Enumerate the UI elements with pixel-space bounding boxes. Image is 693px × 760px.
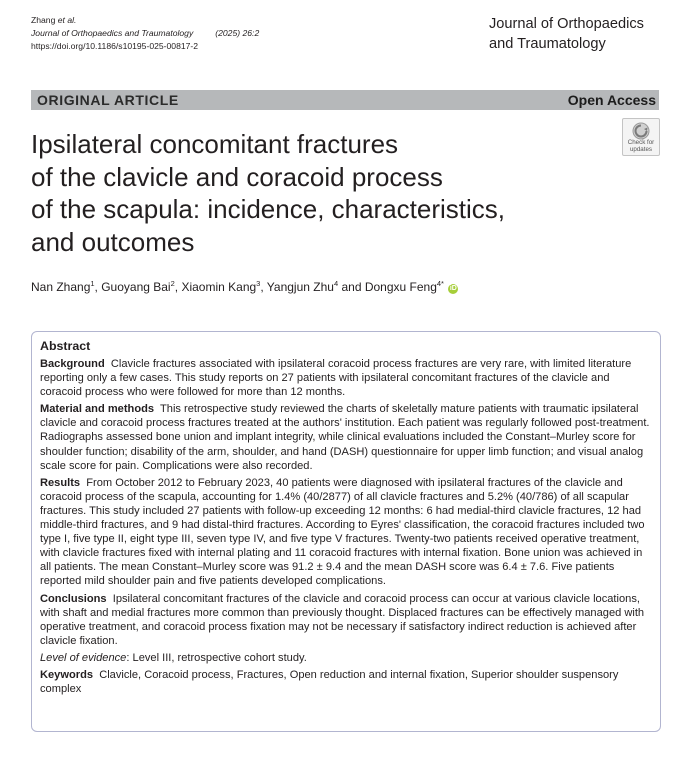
orcid-icon[interactable]: iD (449, 285, 457, 292)
check-updates-icon (632, 122, 650, 140)
abstract-methods: Material and methods This retrospective study reviewed the charts of skeletally mature patients with traumatic ipsilateral clavicle and coracoid process fractures treated at the authors' institution. Each patient was regularly followed post-treatment. Radiographs assessed bone union and implant integrity, while clinical evaluations included the Constant–Murley score for shoulder function; disability of the arm, shoulder, and hand (DASH) questionnaire for upper limb function; and visual analog scale score for pain. Complications were also recorded. (40, 403, 650, 472)
author-list: Nan Zhang$^1$, Guoyang Bai$^2$, Xiaomin Kang$^3$, Yangjun Zhu$^4$ and Dongxu Feng$^{4*}$ iD (31, 279, 457, 294)
level-of-evidence: Level of evidence: Level III, retrospective cohort study. (40, 651, 307, 664)
article-title: Ipsilateral concomitant fractures of the clavicle and coracoid process of the scapula: incidence, characteristics, and outcomes (31, 129, 506, 257)
journal-citation: Journal of Orthopaedics and Traumatology (2025) 26:2 (31, 28, 260, 38)
abstract-heading: Abstract (40, 339, 91, 353)
abstract-results: Results From October 2012 to February 2023, 40 patients were diagnosed with ipsilateral fractures of the clavicle and coracoid process of the scapula, accounting for 1.4% (40/2877) of all clavicle fractures and 5.2% (40/786) of all scapular fractures. This study included 27 patients with follow-up exceeding 12 months: 6 had medial-third clavicle fractures, 12 had middle-third fractures, and 9 had distal-third fractures. According to Eyres' classification, the coracoid fractures included two type I, five type II, eight type III, seven type IV, and five type V fractures. Twenty-two patients received operative treatment, with clavicle fractures fixed with internal plating and 11 coracoid fractures with internal fixation. Bone union was achieved in all patients. The mean Constant–Murley score was 91.2 ± 9.4 and the mean DASH score was 6.4 ± 7.6. Five patients reported mild shoulder pain and five patients developed complications. (40, 476, 645, 588)
author-short: Zhang et al. (31, 15, 77, 25)
author[interactable]: Nan Zhang (31, 280, 91, 294)
journal-title: Journal of Orthopaedics and Traumatology (489, 16, 644, 52)
open-access-label: Open Access (567, 92, 656, 108)
abstract-conclusions: Conclusions Ipsilateral concomitant fractures of the clavicle and coracoid process can occur at various clavicle locations, with shaft and medial fractures more common than previously thought. Displaced fractures can be effectively managed with operative treatment, and coracoid process fixation may not be necessary if satisfactory indirect reduction is achieved after clavicle fixation. (40, 592, 645, 647)
author[interactable]: Guoyang Bai (101, 280, 171, 294)
author[interactable]: Yangjun Zhu (266, 280, 334, 294)
author[interactable]: Xiaomin Kang (181, 280, 257, 294)
article-type: ORIGINAL ARTICLE (37, 92, 179, 108)
abstract-keywords: Keywords Clavicle, Coracoid process, Fractures, Open reduction and internal fixation, Superior shoulder suspensory complex (40, 668, 619, 696)
abstract-background: Background Clavicle fractures associated with ipsilateral coracoid process fractures are very rare, with limited literature reporting only a few cases. This study reports on 27 patients with ipsilateral concomitant fractures of the clavicle and coracoid process who were followed for more than 12 months. (40, 358, 632, 399)
check-for-updates-badge[interactable]: Check for updates (622, 118, 660, 156)
doi-link[interactable]: https://doi.org/10.1186/s10195-025-00817-2 (31, 41, 199, 51)
author[interactable]: Dongxu Feng (364, 280, 437, 294)
abstract-box (31, 331, 661, 732)
article-banner (31, 90, 659, 110)
citation-block (31, 14, 259, 53)
